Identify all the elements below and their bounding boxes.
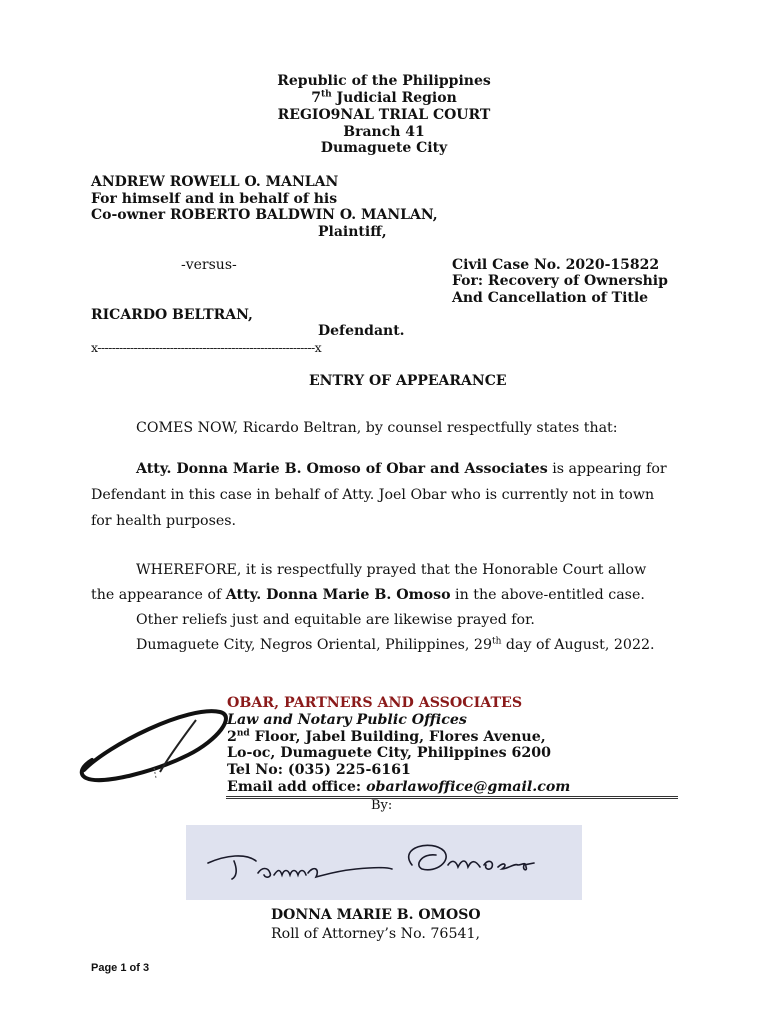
versus-label: -versus- xyxy=(181,257,237,273)
court-header-court: REGIO9NAL TRIAL COURT xyxy=(277,107,491,123)
firm-name: OBAR, PARTNERS AND ASSOCIATES xyxy=(227,695,523,711)
firm-subtitle: Law and Notary Public Offices xyxy=(227,712,467,728)
firm-divider xyxy=(226,796,678,799)
by-label: By: xyxy=(371,798,393,813)
court-header-branch: Branch 41 xyxy=(343,124,425,140)
paragraph-appearance-line2: Defendant in this case in behalf of Atty. Joel Obar who is currently not in town xyxy=(91,487,655,503)
plaintiff-behalf-line: For himself and in behalf of his xyxy=(91,191,338,207)
signatory-name: DONNA MARIE B. OMOSO xyxy=(271,907,481,923)
court-header-city: Dumaguete City xyxy=(320,140,448,156)
case-nature-line1: For: Recovery of Ownership xyxy=(452,273,668,289)
defendant-role: Defendant. xyxy=(318,323,405,339)
paragraph-appearance-line1: Atty. Donna Marie B. Omoso of Obar and Associates is appearing for xyxy=(136,461,667,477)
firm-email-link[interactable]: obarlawoffice@gmail.com xyxy=(366,779,571,795)
paragraph-appearance-line3: for health purposes. xyxy=(91,513,237,529)
caption-separator: x------------------------------------------------------------x xyxy=(91,340,322,355)
signatory-roll-number: Roll of Attorney’s No. 76541, xyxy=(271,926,481,942)
handwritten-signature xyxy=(186,825,582,900)
paragraph-other-reliefs: Other reliefs just and equitable are likewise prayed for. xyxy=(136,612,535,628)
paragraph-wherefore-line1: WHEREFORE, it is respectfully prayed that the Honorable Court allow xyxy=(136,562,647,578)
firm-address-line2: Lo-oc, Dumaguete City, Philippines 6200 xyxy=(227,745,552,761)
plaintiff-coowner-line: Co-owner ROBERTO BALDWIN O. MANLAN, xyxy=(91,207,438,223)
page-number: Page 1 of 3 xyxy=(91,962,150,974)
firm-email-line: Email add office: obarlawoffice@gmail.com xyxy=(227,779,571,795)
paragraph-comes-now: COMES NOW, Ricardo Beltran, by counsel respectfully states that: xyxy=(136,420,618,436)
firm-signature-scribble xyxy=(78,700,238,790)
document-title: ENTRY OF APPEARANCE xyxy=(309,373,507,389)
signature-image xyxy=(186,825,582,900)
paragraph-wherefore-line2: the appearance of Atty. Donna Marie B. Omoso in the above-entitled case. xyxy=(91,587,645,603)
court-header-region: 7th Judicial Region xyxy=(311,89,457,106)
firm-address-line1: 2nd Floor, Jabel Building, Flores Avenue, xyxy=(227,728,546,745)
court-header-republic: Republic of the Philippines xyxy=(277,73,491,89)
plaintiff-role: Plaintiff, xyxy=(318,224,387,240)
case-number: Civil Case No. 2020-15822 xyxy=(452,257,660,273)
paragraph-date-place: Dumaguete City, Negros Oriental, Philippines, 29th day of August, 2022. xyxy=(136,636,655,653)
firm-telephone: Tel No: (035) 225-6161 xyxy=(227,762,411,778)
defendant-name: RICARDO BELTRAN, xyxy=(91,307,253,323)
plaintiff-name: ANDREW ROWELL O. MANLAN xyxy=(91,174,339,190)
case-nature-line2: And Cancellation of Title xyxy=(452,290,649,306)
